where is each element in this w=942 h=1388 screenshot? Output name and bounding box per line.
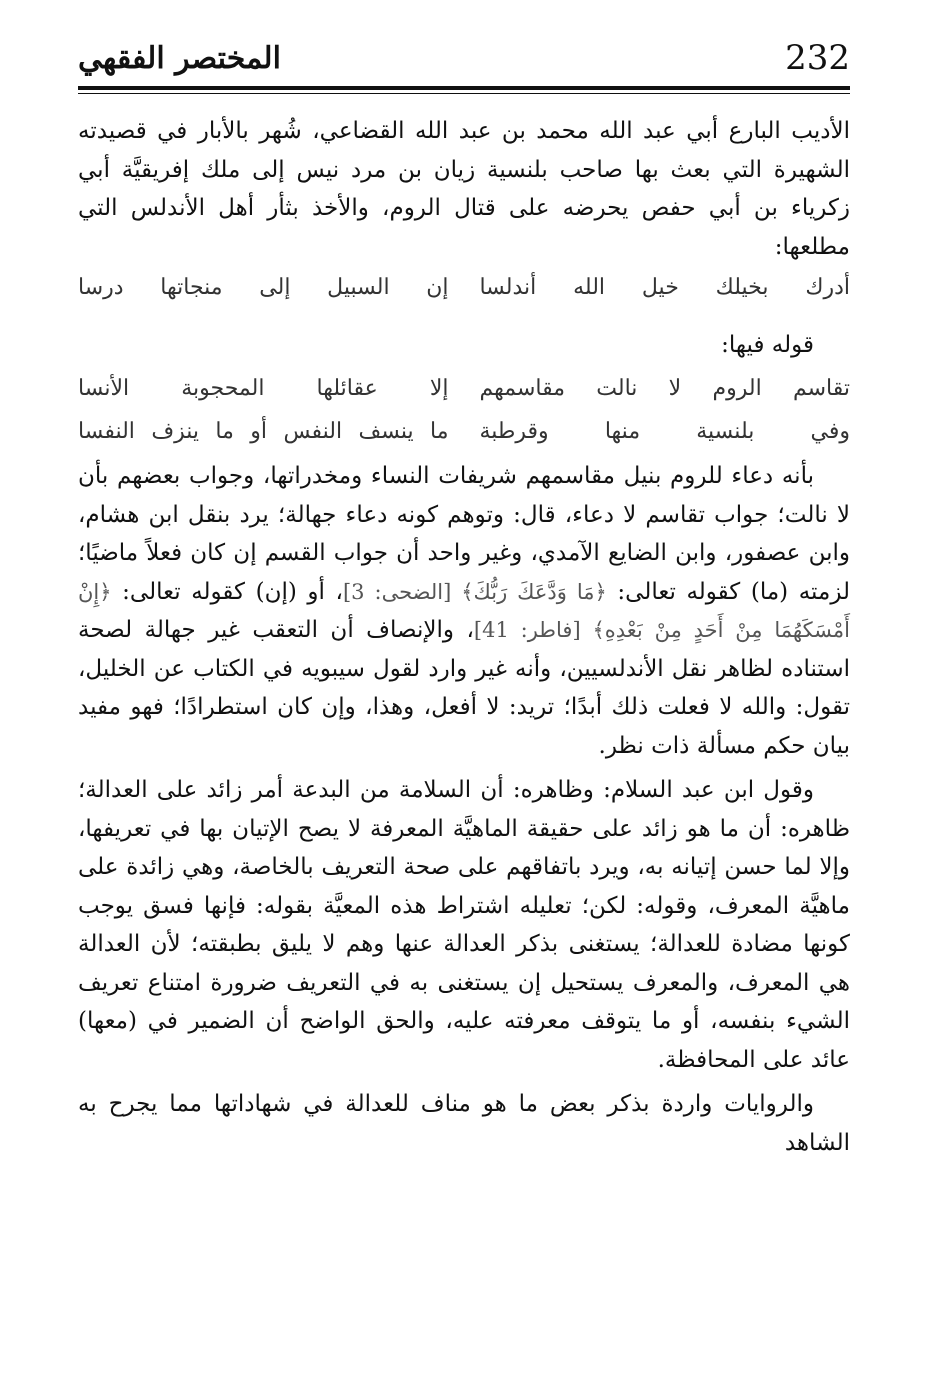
verse-2-first-hemistich: تقاسم الروم لا نالت مقاسمهم — [479, 376, 850, 401]
verse-line-3 — [78, 413, 850, 452]
paragraph-2 — [78, 457, 850, 765]
paragraph-1: الأديب البارع أبي عبد الله محمد بن عبد الله القضاعي، شُهر بالأبار في قصيدته الشهيرة التي بعث بها صاحب بلنسية زيان بن مرد نيس إلى ملك إفريقيَّة أبي زكرياء بن أبي حفص يحرضه على قتال الروم، والأخذ بثأر أهل الأندلس التي مطلعها: — [78, 118, 850, 260]
verse-3-first-hemistich: وفي بلنسية منها وقرطبة — [479, 418, 850, 444]
running-title: المختصر الفقهي — [78, 41, 281, 76]
quran-citation-2: ﴿إِنْ أَمْسَكَهُمَا مِنْ أَحَدٍ مِنْ بَعْدِهِ﴾ [فاطر: 41] — [78, 579, 850, 642]
paragraph-3: وقول ابن عبد السلام: وظاهره: أن السلامة من البدعة أمر زائد على العدالة؛ ظاهره: أن ما هو زائد على حقيقة الماهيَّة المعرفة لا يصح الإتيان بها في تعريفها، وإلا لما حسن إتيانه به، ويرد باتفاقهم على صحة التعريف بالخاصة، وهي زائدة على ماهيَّة المعرف، وقوله: لكن؛ تعليله اشتراط هذه المعيَّة بقوله: فإنها فسق يوجب كونها مضادة للعدالة؛ يستغنى بذكر العدالة عنها وهم لا يليق بطبقته؛ لأن العدالة هي المعرف، والمعرف يستحيل إن يستغنى به في التعريف ضرورة امتناع تعريف الشيء بنفسه، أو ما يتوقف معرفته عليه، والحق الواضح أن الضمير في (معها) عائد على المحافظة. — [78, 777, 850, 1073]
verse-intro: قوله فيها: — [721, 331, 814, 358]
verse-3-second-hemistich: ما ينسف النفس أو ما ينزف النفسا — [78, 418, 449, 444]
paragraph-2-part-3: ، والإنصاف أن التعقب غير جهالة لصحة استناده لظاهر نقل الأندلسيين، وأنه غير وارد لقول سيبويه في الكتاب عن الخليل، تقول: والله لا فعلت ذلك أبدًا؛ تريد: لا أفعل، وهذا، وإن كان استطرادًا؛ فهو مفيد بيان حكم مسألة ذات نظر. — [78, 617, 850, 759]
page-number: 232 — [785, 38, 850, 78]
verse-1-first-hemistich: أدرك بخيلك خيل الله أندلسا — [479, 275, 850, 300]
page-header — [78, 38, 850, 88]
verse-line-1 — [78, 269, 850, 308]
paragraph-4: والروايات واردة بذكر بعض ما هو مناف للعدالة في شهاداتها مما يجرح به الشاهد — [78, 1091, 850, 1156]
verse-2-second-hemistich: إلا عقائلها المحجوبة الأنسا — [78, 376, 449, 401]
verse-1-second-hemistich: إن السبيل إلى منجاتها درسا — [78, 275, 449, 300]
page-body — [78, 112, 850, 1162]
header-rule-thick — [78, 86, 850, 90]
quran-citation-1: ﴿مَا وَدَّعَكَ رَبُّكَ﴾ [الضحى: 3] — [342, 579, 607, 604]
paragraph-2-part-1: بأنه دعاء للروم بنيل مقاسمهم شريفات النساء ومخدراتها، وجواب بعضهم بأن لا نالت؛ جواب تقاسم لا دعاء، قال: وتوهم كونه دعاء جهالة؛ يرد بنقل ابن هشام، وابن عصفور، وابن الضايع الآمدي، وغير واحد أن جواب القسم إن كان فعلاً ماضيًا؛ لزمته (ما) كقوله تعالى: — [78, 463, 851, 605]
verse-line-2 — [78, 370, 850, 409]
paragraph-2-part-2: ، أو (إن) كقوله تعالى: — [122, 578, 343, 605]
header-rule-thin — [78, 93, 850, 94]
